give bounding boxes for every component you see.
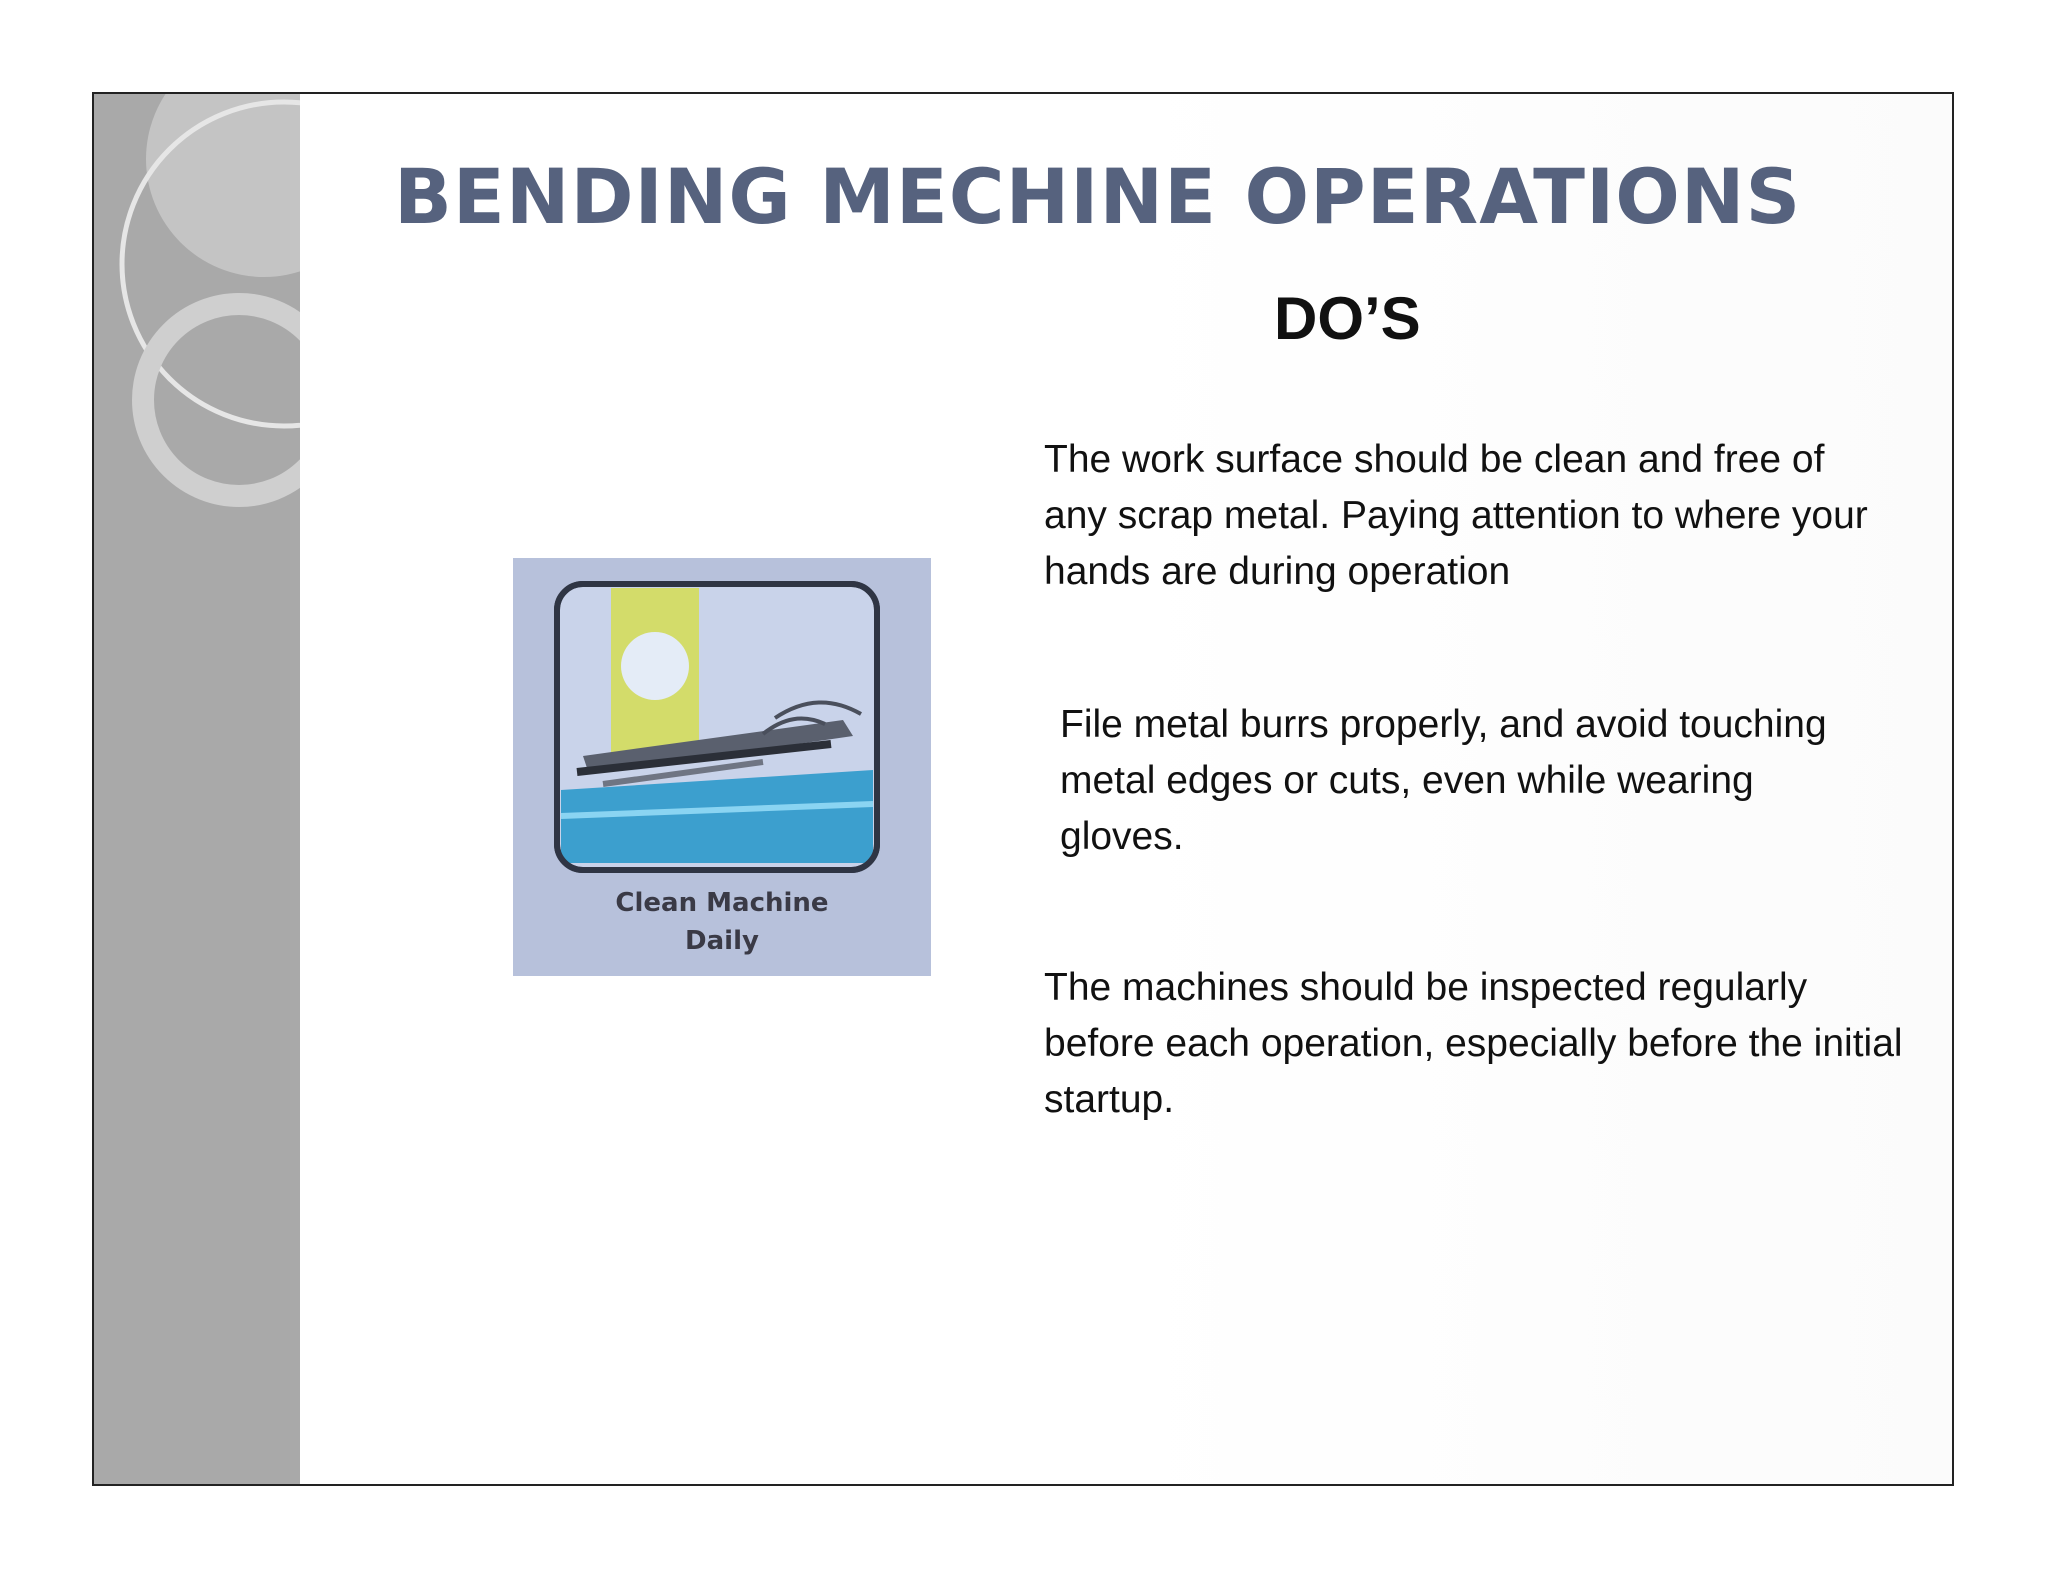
circle-rings-icon [94, 94, 300, 1484]
picture-caption: Daily [685, 926, 759, 956]
bullet-text: File metal burrs properly, and avoid touching metal edges or cuts, even while wearing gloves. [1060, 703, 1827, 858]
clean-machine-sign-image [513, 558, 931, 976]
picture-caption: Clean Machine [615, 888, 829, 918]
sidebar-decoration [94, 94, 300, 1484]
section-subtitle: DO’S [1274, 285, 1421, 352]
page-title: BENDING MECHINE OPERATIONS [394, 152, 1802, 241]
slide [92, 92, 1954, 1486]
bullet-text: The machines should be inspected regularly before each operation, especially before the initial startup. [1044, 966, 1903, 1121]
bullet-text: The work surface should be clean and free of any scrap metal. Paying attention to where your hands are during operation [1044, 438, 1868, 593]
